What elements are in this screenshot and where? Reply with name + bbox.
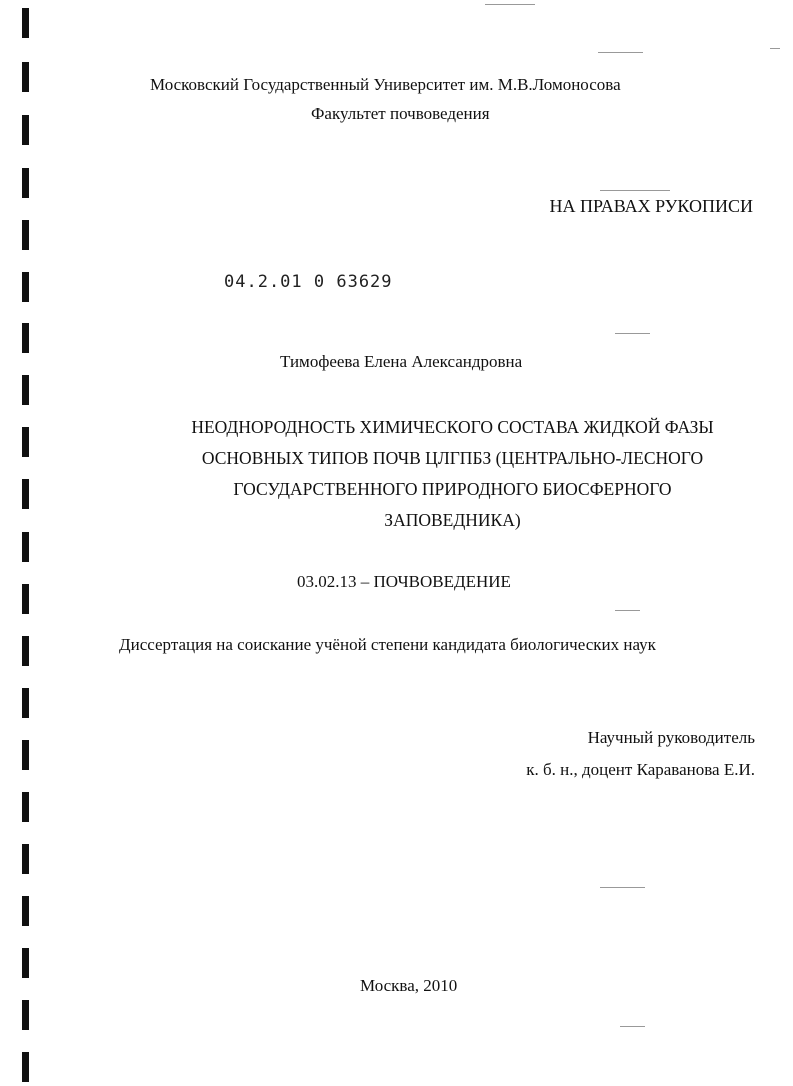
binding-mark (22, 636, 29, 666)
binding-mark (22, 427, 29, 457)
binding-mark (22, 532, 29, 562)
binding-mark (22, 584, 29, 614)
supervisor-name: к. б. н., доцент Караванова Е.И. (526, 760, 755, 779)
binding-mark (22, 62, 29, 92)
scan-speck (598, 52, 643, 53)
binding-mark (22, 8, 29, 38)
dissertation-title (150, 412, 755, 536)
binding-mark (22, 375, 29, 405)
binding-mark (22, 740, 29, 770)
binding-mark (22, 479, 29, 509)
scan-speck (485, 4, 535, 5)
scan-speck (615, 610, 640, 611)
binding-mark (22, 323, 29, 353)
binding-mark (22, 220, 29, 250)
city-year: Москва, 2010 (360, 976, 458, 995)
binding-mark (22, 844, 29, 874)
binding-mark (22, 948, 29, 978)
university-name: Московский Государственный Университет им. М.В.Ломоносова (150, 75, 621, 94)
author-name: Тимофеева Елена Александровна (280, 352, 523, 371)
binding-mark (22, 896, 29, 926)
title-line: ГОСУДАРСТВЕННОГО ПРИРОДНОГО БИОСФЕРНОГО (233, 479, 672, 499)
binding-mark (22, 1000, 29, 1030)
scan-speck (620, 1026, 645, 1027)
supervisor-label: Научный руководитель (587, 728, 755, 747)
scan-speck (600, 887, 645, 888)
binding-mark (22, 1052, 29, 1082)
binding-mark (22, 272, 29, 302)
title-line: НЕОДНОРОДНОСТЬ ХИМИЧЕСКОГО СОСТАВА ЖИДКОЙ ФАЗЫ (191, 417, 714, 437)
scan-speck (600, 190, 670, 191)
scan-speck (615, 333, 650, 334)
binding-mark (22, 115, 29, 145)
specialty-code: 03.02.13 – ПОЧВОВЕДЕНИЕ (297, 572, 511, 591)
binding-mark (22, 688, 29, 718)
title-line: ЗАПОВЕДНИКА) (384, 510, 521, 530)
rights-notice: НА ПРАВАХ РУКОПИСИ (549, 196, 753, 216)
dissertation-type: Диссертация на соискание учёной степени кандидата биологических наук (119, 635, 656, 654)
scan-speck (770, 48, 780, 49)
binding-mark (22, 168, 29, 198)
binding-mark (22, 792, 29, 822)
faculty-name: Факультет почвоведения (311, 104, 490, 123)
catalog-number: 04.2.01 0 63629 (224, 272, 393, 292)
title-line: ОСНОВНЫХ ТИПОВ ПОЧВ ЦЛГПБЗ (ЦЕНТРАЛЬНО-ЛЕСНОГО (201, 448, 704, 468)
